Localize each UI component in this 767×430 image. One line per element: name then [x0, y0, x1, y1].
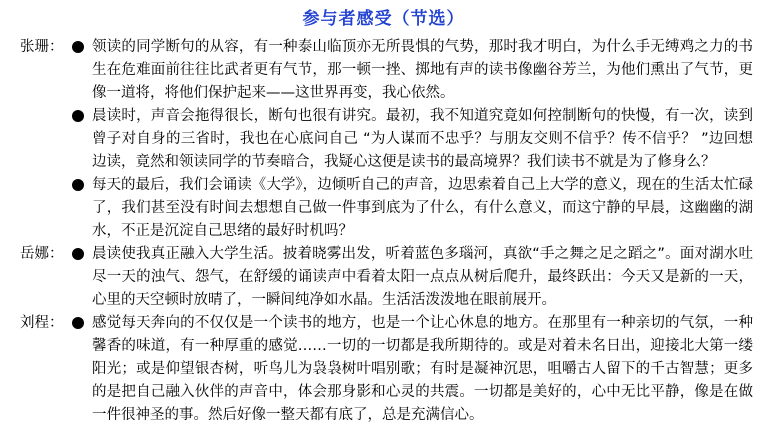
- list-item: [0, 36, 767, 105]
- content: [0, 36, 767, 427]
- speaker-block: [0, 243, 767, 312]
- list-item: [0, 312, 767, 427]
- bullet-icon: [72, 110, 84, 122]
- entry-text: 晨读使我真正融入大学生活。披着晓雾出发，听着蓝色多瑙河，真欲“手之舞之足之蹈之”。面对湖水吐尽一天的浊气、怨气，在舒缓的诵读声中看着太阳一点点从树后爬升，最终跃出：今天又是新的一天，心里的天空顿时放晴了，一瞬间纯净如水晶。生活活泼泼地在眼前展开。: [92, 246, 753, 308]
- entry-text: 每天的最后，我们会诵读《大学》，边倾听自己的声音，边思索着自己上大学的意义，现在的生活太忙碌了，我们甚至没有时间去想想自己做一件事到底为了什么，有什么意义，而这宁静的早晨，这幽幽的湖水，不正是沉淀自己思绪的最好时机吗？: [92, 177, 753, 239]
- entry-text: 领读的同学断句的从容，有一种泰山临顶亦无所畏惧的气势，那时我才明白，为什么手无缚鸡之力的书生在危难面前往往比武者更有气节，那一顿一挫、掷地有声的读书像幽谷芳兰，为他们熏出了气节，更像一道将，将他们保护起来——这世界再变，我心依然。: [92, 39, 753, 101]
- bullet-icon: [72, 248, 84, 260]
- speaker-name: 刘程：: [20, 315, 64, 331]
- page-title: 参与者感受（节选）: [302, 9, 465, 29]
- bullet-icon: [72, 317, 84, 329]
- speaker-block: [0, 312, 767, 427]
- list-item: [0, 243, 767, 312]
- speaker-name: 张珊：: [20, 39, 64, 55]
- entry-text: 感觉每天奔向的不仅仅是一个读书的地方，也是一个让心休息的地方。在那里有一种亲切的气氛，一种馨香的味道，有一种厚重的感觉……一切的一切都是我所期待的。或是对着未名日出，迎接北大第一缕阳光；或是仰望银杏树，听鸟儿为袅袅树叶唱别歌；有时是凝神沉思，咀嚼古人留下的千古智慧；更多的是把自己融入伙伴的声音中，体会那身影和心灵的共震。一切都是美好的，心中无比平静，像是在做一件很神圣的事。然后好像一整天都有底了，总是充满信心。: [92, 315, 753, 423]
- speaker-block: [0, 36, 767, 243]
- speaker-name: 岳娜：: [20, 246, 64, 262]
- list-item: [0, 105, 767, 174]
- list-item: [0, 174, 767, 243]
- bullet-icon: [72, 179, 84, 191]
- bullet-icon: [72, 41, 84, 53]
- entry-text: 晨读时，声音会拖得很长，断句也很有讲究。最初，我不知道究竟如何控制断句的快慢，有一次，读到曾子对自身的三省时，我也在心底问自己 “为人谋而不忠乎？与朋友交则不信乎？传不信乎？ ”边回想边读，竟然和领读同学的节奏暗合，我疑心这便是读书的最高境界？我们读书不就是为了修身么？: [92, 108, 753, 170]
